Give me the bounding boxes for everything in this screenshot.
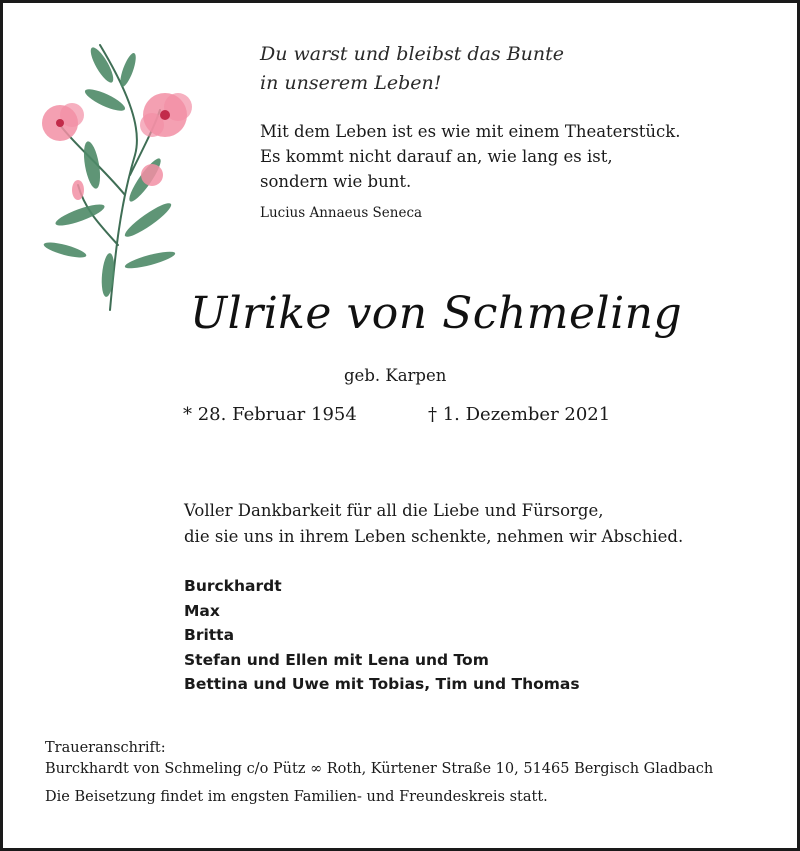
address-label: Traueranschrift: [45,740,166,756]
gratitude-line: Voller Dankbarkeit für all die Liebe und Fürsorge, [184,501,604,520]
gratitude-line: die sie uns in ihrem Leben schenkte, nehmen wir Abschied. [184,527,684,546]
mourning-address [45,738,713,780]
flower-illustration [30,35,210,315]
quote-author: Lucius Annaeus Seneca [260,205,423,221]
family-list [184,574,580,697]
birth-date: * 28. Februar 1954 [183,404,357,425]
motto [260,40,564,98]
family-member: Bettina und Uwe mit Tobias, Tim und Thomas [184,675,580,693]
born-name: geb. Karpen [344,366,447,385]
deceased-name: Ulrike von Schmeling [190,288,683,339]
quote-line: Es kommt nicht darauf an, wie lang es ist, [260,147,613,166]
death-date: † 1. Dezember 2021 [428,404,611,425]
funeral-note: Die Beisetzung findet im engsten Familien- und Freundeskreis statt. [45,789,548,805]
address-line: Burckhardt von Schmeling c/o Pütz ∞ Roth, Kürtener Straße 10, 51465 Bergisch Gladbach [45,761,714,777]
family-member: Stefan und Ellen mit Lena und Tom [184,650,489,669]
motto-line: Du warst und bleibst das Bunte [260,43,565,65]
family-member: Britta [184,626,235,644]
gratitude-text [184,498,683,550]
quote-line: Mit dem Leben ist es wie mit einem Theaterstück. [260,122,681,141]
quote [260,119,681,194]
quote-line: sondern wie bunt. [260,172,412,191]
family-member: Max [184,601,220,620]
motto-line: in unserem Leben! [260,72,442,94]
family-member: Burckhardt [184,577,282,595]
